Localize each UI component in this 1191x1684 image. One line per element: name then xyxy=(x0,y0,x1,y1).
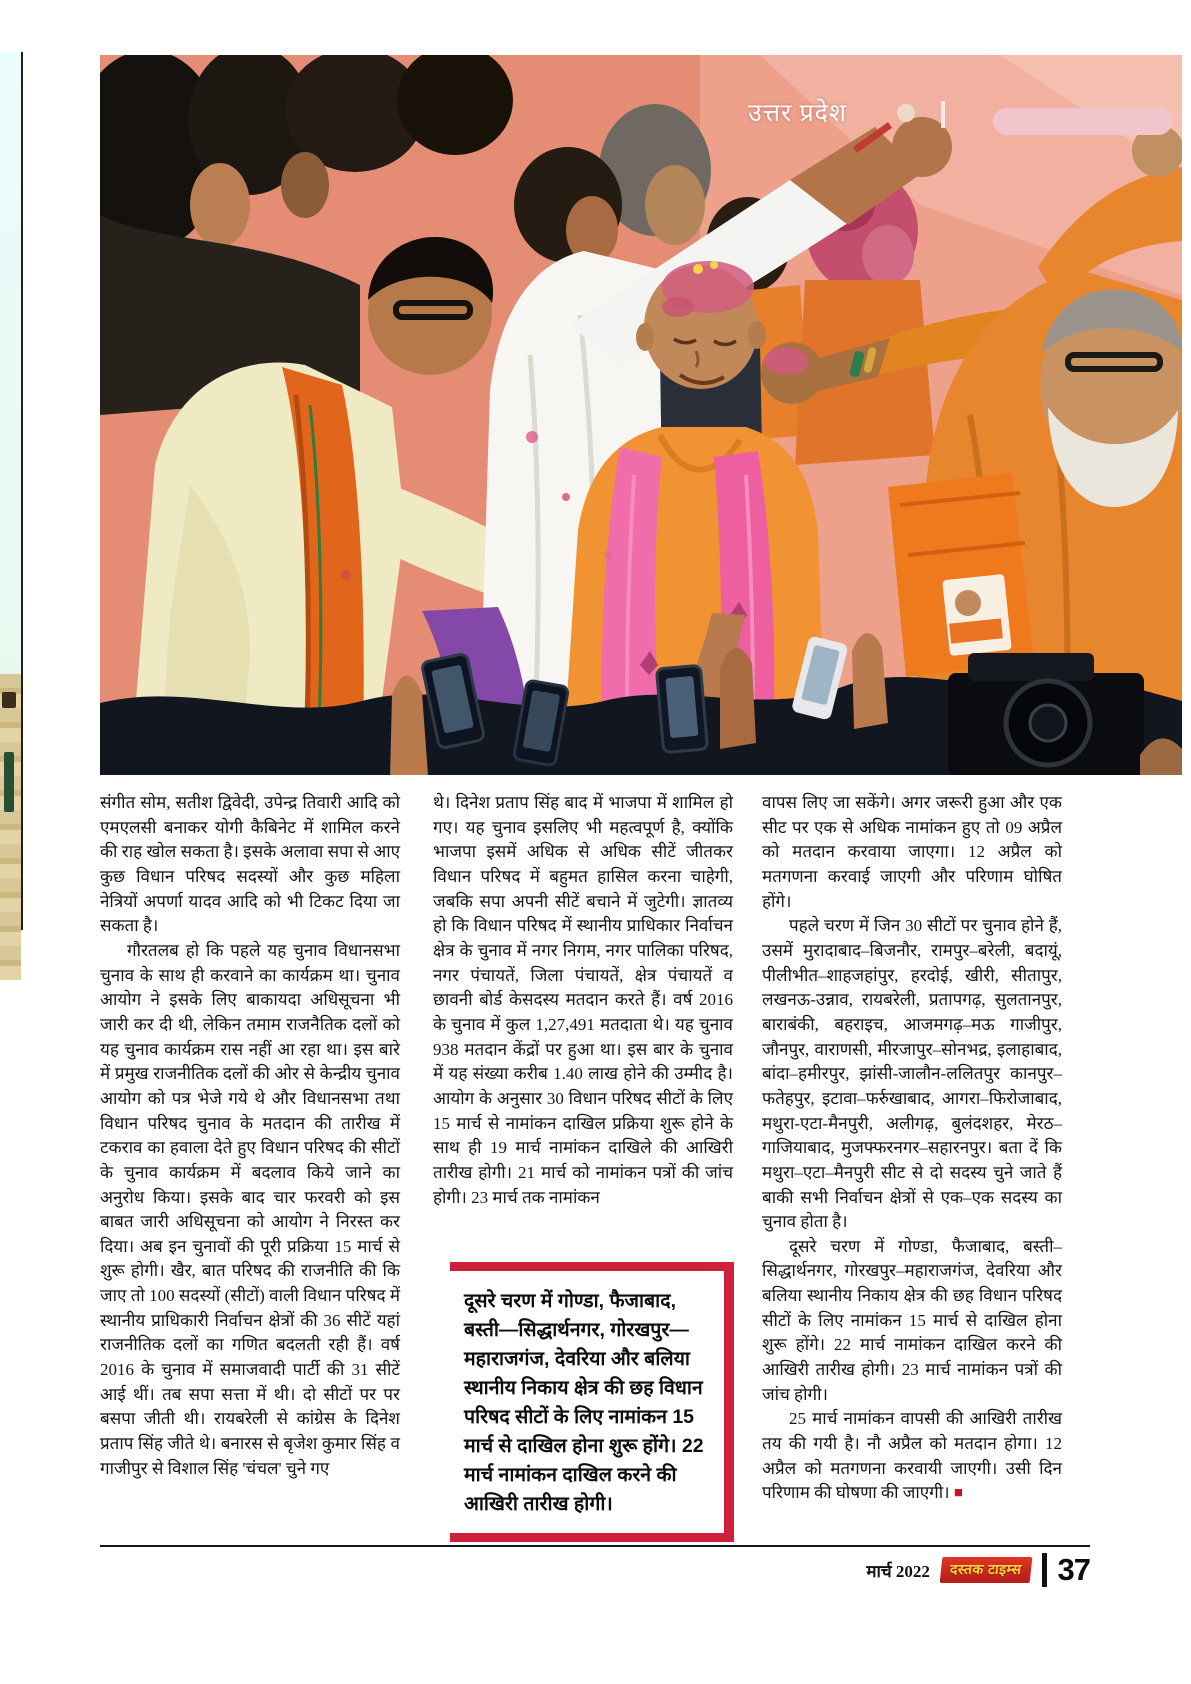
article-paragraph: संगीत सोम, सतीश द्विवेदी, उपेन्द्र तिवारी आदि को एमएलसी बनाकर योगी कैबिनेट में शामिल करने की राह खोल सकता है। इसके अलावा सपा से आए कुछ विधान परिषद सदस्यों और कुछ महिला नेत्रियों अपर्णा यादव आदि को भी टिकट दिया जा सकता है। xyxy=(100,793,400,936)
article-paragraph: पहले चरण में जिन 30 सीटों पर चुनाव होने हैं, उसमें मुरादाबाद–बिजनौर, रामपुर–बरेली, बदायूं, पीलीभीत–शाहजहांपुर, हरदोई, खीरी, सीतापुर, लखनऊ-उन्नाव, रायबरेली, प्रतापगढ़, सुलतानपुर, बाराबंकी, बहराइच, आजमगढ़–मऊ गाजीपुर, जौनपुर, वाराणसी, मीरजापुर–सोनभद्र, इलाहाबाद, बांदा–हमीरपुर, झांसी-जालौन-ललितपुर कानपुर–फतेहपुर, इटावा–फर्रुखाबाद, आगरा–फिरोजाबाद, मथुरा-एटा-मैनपुरी, अलीगढ़, बुलंदशहर, मेरठ–गाजियाबाद, मुजफ्फरनगर–सहारनपुर। बता दें कि मथुरा–एटा–मैनपुरी सीट से दो सदस्य चुने जाते हैं बाकी सभी निर्वाचन क्षेत्रों से एक–एक सदस्य का चुनाव होता है। xyxy=(762,916,1062,1232)
magazine-logo: दस्तक टाइम्स xyxy=(940,1557,1032,1583)
article-paragraph: थे। दिनेश प्रताप सिंह बाद में भाजपा में शामिल हो गए। यह चुनाव इसलिए भी महत्वपूर्ण है, क्योंकि भाजपा इसमें अधिक से अधिक सीटें जीतकर विधान परिषद में बहुमत हासिल करना चाहेगी, जबकि सपा अपनी सीटें बचाने में जुटेगी। ज्ञातव्य हो कि विधान परिषद में स्थानीय प्राधिकार निर्वाचन क्षेत्र के चुनाव में नगर निगम, नगर पालिका परिषद, नगर पंचायतें, जिला पंचायतें, क्षेत्र पंचायतें व छावनी बोर्ड केसदस्य मतदान करते हैं। वर्ष 2016 के चुनाव में कुल 1,27,491 मतदाता थे। यह चुनाव 938 मतदान केंद्रों पर हुआ था। इस बार के चुनाव में यह संख्या करीब 1.40 लाख होने की उम्मीद है। आयोग के अनुसार 30 विधान परिषद सीटों के लिए 15 मार्च से नामांकन दाखिल प्रक्रिया शुरू होने के साथ ही 19 मार्च नामांकन दाखिले की आखिरी तारीख होगी। 21 मार्च को नामांकन पत्रों की जांच होगी। 23 मार्च तक नामांकन xyxy=(433,793,733,1207)
article-paragraph: दूसरे चरण में गोण्डा, फैजाबाद, बस्ती–सिद्धार्थनगर, गोरखपुर–महाराजगंज, देवरिया और बलिया स्थानीय निकाय क्षेत्र की छह विधान परिषद सीटों के लिए नामांकन 15 मार्च से दाखिल होना शुरू होंगे। 22 मार्च नामांकन दाखिल करने की आखिरी तारीख होगी। 23 मार्च नामांकन पत्रों की जांच होगी। xyxy=(762,1236,1062,1404)
holi-celebration-illustration xyxy=(100,55,1182,775)
article-end-marker: ■ xyxy=(953,1485,963,1502)
footer xyxy=(866,1552,1090,1588)
adjacent-page-photo-detail xyxy=(2,692,16,708)
adjacent-page-photo-detail xyxy=(4,752,14,812)
footer-rule xyxy=(100,1545,1090,1547)
article-paragraph: गौरतलब हो कि पहले यह चुनाव विधानसभा चुनाव के साथ ही करवाने का कार्यक्रम था। चुनाव आयोग ने इसके लिए बाकायदा अधिसूचना भी जारी कर दी थी, लेकिन तमाम राजनैतिक दलों को यह चुनाव कार्यक्रम रास नहीं आ रहा था। इस बारे में प्रमुख राजनीतिक दलों की ओर से केन्द्रीय चुनाव आयोग को पत्र भेजे गये थे और विधानसभा तथा विधान परिषद चुनाव के मतदान की तारीख में टकराव का हवाला देते हुए विधान परिषद की सीटों के चुनाव कार्यक्रम में बदलाव किये जाने का अनुरोध किया। इसके बाद चार फरवरी को इस बाबत जारी अधिसूचना को आयोग ने निरस्त कर दिया। अब इन चुनावों की पूरी प्रक्रिया 15 मार्च से शुरू होगी। खैर, बात परिषद की राजनीति की कि जाए तो 100 सदस्यों (सीटों) वाली विधान परिषद में स्थानीय प्राधिकारी निर्वाचन क्षेत्रों की 36 सीटें यहां राजनीतिक दलों का गणित बदलती रही हैं। वर्ष 2016 के चुनाव में समाजवादी पार्टी की 31 सीटें आई थीं। तब सपा सत्ता में थी। दो सीटों पर पर बसपा जीती थी। रायबरेली से कांग्रेस के दिनेश प्रताप सिंह जीते थे। बनारस से बृजेश कुमार सिंह व गाजीपुर से विशाल सिंह 'चंचल' चुने गए xyxy=(100,940,400,1478)
decorative-pill xyxy=(993,108,1172,135)
article-column-2 xyxy=(433,791,733,1210)
footer-date: मार्च 2022 xyxy=(866,1561,930,1581)
highlight-box xyxy=(450,1262,734,1542)
highlight-box-text: दूसरे चरण में गोण्डा, फैजाबाद, बस्ती—सिद्धार्थनगर, गोरखपुर—महाराजगंज, देवरिया और बलिया स्थानीय निकाय क्षेत्र की छह विधान परिषद सीटों के लिए नामांकन 15 मार्च से दाखिल होना शुरू होंगे। 22 मार्च नामांकन दाखिल करने की आखिरी तारीख होगी। xyxy=(464,1290,704,1515)
adjacent-page-edge xyxy=(0,52,23,930)
section-label-divider xyxy=(941,101,945,128)
section-label: उत्तर प्रदेश xyxy=(748,100,847,127)
holi-celebration-photo xyxy=(100,55,1182,775)
article-paragraph-text: 25 मार्च नामांकन वापसी की आखिरी तारीख तय की गयी है। नौ अप्रैल को मतदान होगा। 12 अप्रैल को मतगणना करवायी जाएगी। उसी दिन परिणाम की घोषणा की जाएगी। xyxy=(762,1409,1062,1503)
article-paragraph xyxy=(762,1407,1062,1506)
footer-separator xyxy=(1042,1553,1047,1587)
adjacent-page-photo-fragment xyxy=(0,674,21,980)
article-paragraph: वापस लिए जा सकेंगे। अगर जरूरी हुआ और एक सीट पर एक से अधिक नामांकन हुए तो 09 अप्रैल को मतदान करवाया जाएगा। 12 अप्रैल को मतगणना करवाई जाएगी और परिणाम घोषित होंगे। xyxy=(762,793,1062,911)
page-number: 37 xyxy=(1057,1552,1090,1587)
article-column-3 xyxy=(762,791,1062,1506)
article-column-1 xyxy=(100,791,400,1481)
